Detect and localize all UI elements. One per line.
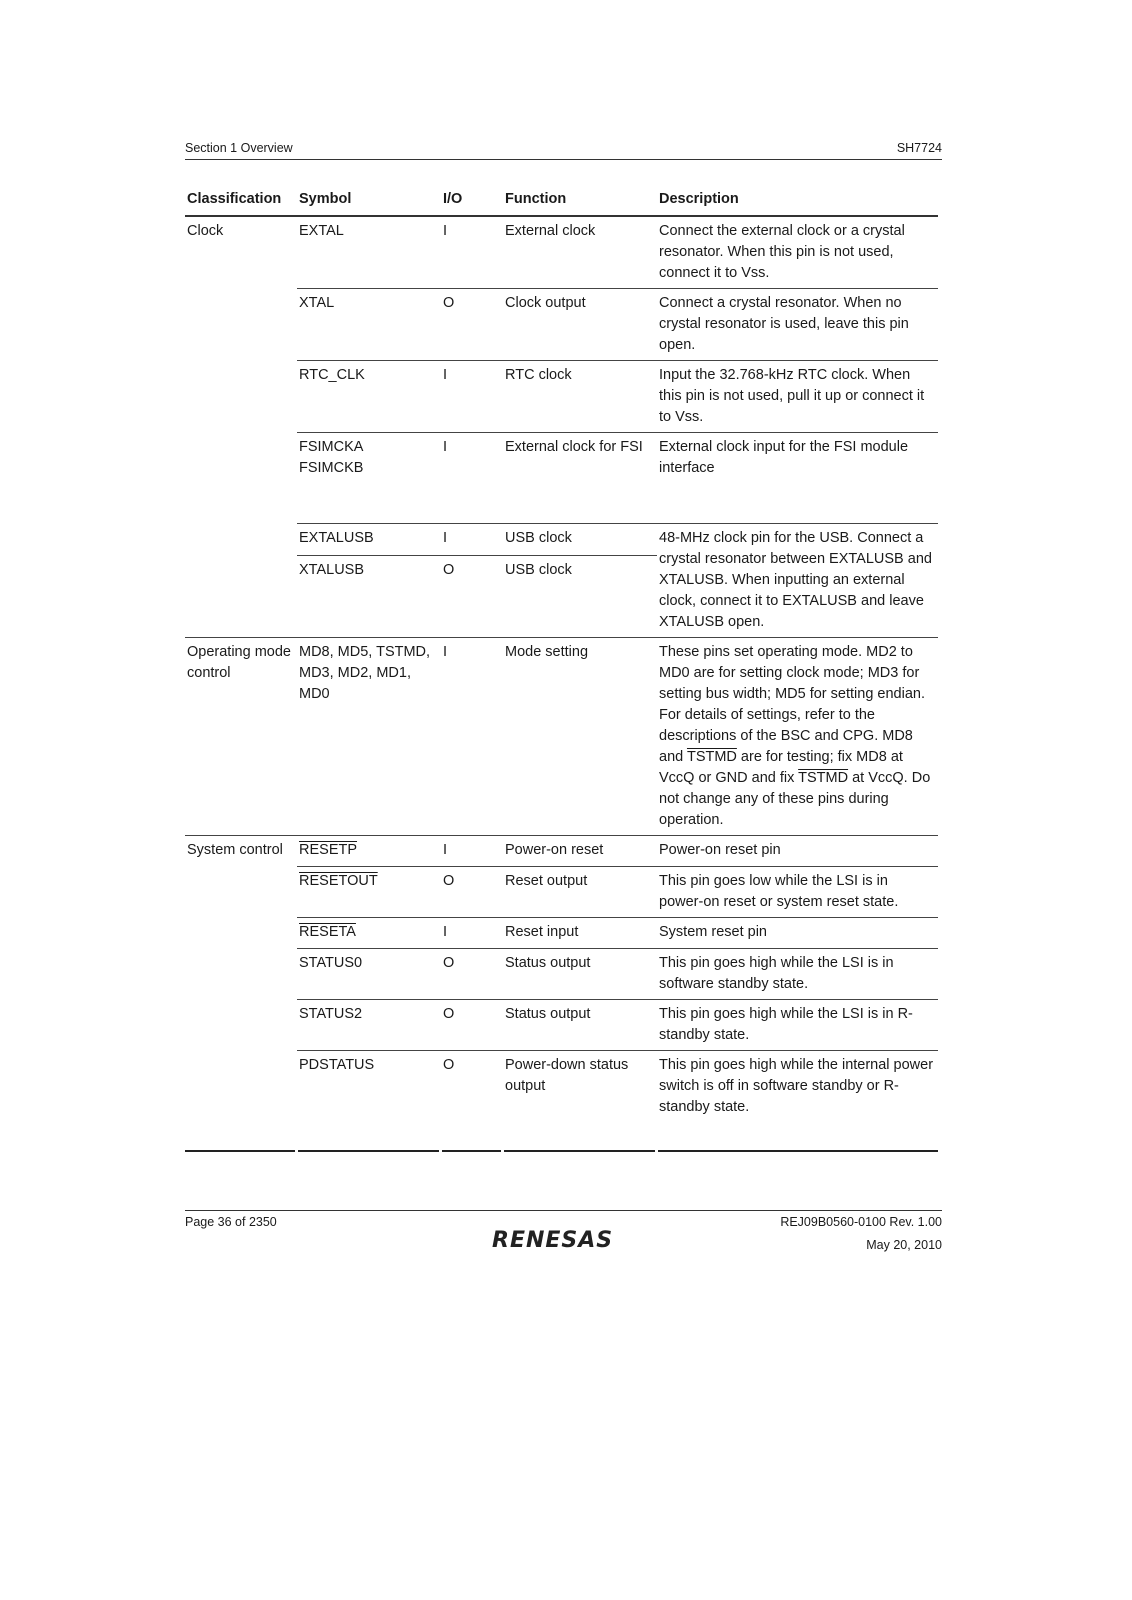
function-cell: Reset input: [503, 918, 657, 949]
table-row: [185, 867, 938, 918]
symbol-cell: XTAL: [297, 289, 441, 361]
page-number: Page 36 of 2350: [185, 1215, 277, 1229]
section-title: Section 1 Overview: [185, 141, 293, 155]
table-header-row: [185, 186, 938, 216]
symbol-cell: [297, 836, 441, 867]
table-row: [185, 433, 938, 524]
col-description: Description: [657, 186, 938, 216]
description-cell: This pin goes high while the internal power switch is off in software standby or R-standby state.: [659, 1057, 934, 1115]
function-cell: Status output: [503, 1000, 657, 1051]
description-cell: [657, 638, 938, 836]
overline-signal: TSTMD: [686, 749, 737, 765]
renesas-logo: RENESAS: [492, 1228, 614, 1253]
function-cell: Mode setting: [503, 638, 657, 836]
io-cell: I: [441, 638, 503, 836]
symbol-cell: XTALUSB: [297, 555, 441, 637]
symbol-cell: PDSTATUS: [299, 1057, 375, 1073]
product-name: SH7724: [896, 141, 942, 155]
io-cell: O: [441, 289, 503, 361]
io-cell: I: [441, 918, 503, 949]
pin-function-table: [185, 186, 938, 1141]
io-cell: I: [441, 836, 503, 867]
io-cell: O: [441, 949, 503, 1000]
io-cell: I: [441, 524, 503, 556]
io-cell: I: [441, 433, 503, 524]
table-row: [185, 289, 938, 361]
description-cell: Connect the external clock or a crystal resonator. When this pin is not used, connect it to Vss.: [657, 216, 938, 289]
function-cell: External clock for FSI: [503, 433, 657, 524]
table-row: [185, 918, 938, 949]
table-row: [185, 949, 938, 1000]
table-row: [185, 1051, 938, 1141]
table-row: [185, 216, 938, 289]
io-cell: I: [441, 216, 503, 289]
function-cell: Power-down status output: [505, 1057, 629, 1094]
io-cell: O: [443, 1057, 455, 1073]
col-classification: Classification: [185, 186, 297, 216]
overline-signal: RESETOUT: [299, 873, 378, 889]
symbol-line: FSIMCKA: [299, 439, 364, 455]
description-cell: Input the 32.768-kHz RTC clock. When this pin is not used, pull it up or connect it to Vss.: [657, 361, 938, 433]
description-cell: This pin goes high while the LSI is in R-standby state.: [657, 1000, 938, 1051]
function-cell: RTC clock: [503, 361, 657, 433]
classification-cell: Operating mode control: [185, 638, 297, 836]
table-row: [185, 836, 938, 867]
io-cell: O: [441, 1000, 503, 1051]
symbol-line: FSIMCKB: [299, 460, 364, 476]
symbol-cell: RTC_CLK: [297, 361, 441, 433]
col-symbol: Symbol: [297, 186, 441, 216]
symbol-cell: [297, 433, 441, 524]
description-text: These pins set operating mode. MD2 to MD0 are for setting clock mode; MD3 for setting bus width; MD5 for setting endian. For details of settings, refer to the descriptions of the BSC and CPG. MD8 and: [659, 644, 925, 765]
table-row: [185, 361, 938, 433]
description-cell: This pin goes high while the LSI is in software standby state.: [657, 949, 938, 1000]
description-cell: Connect a crystal resonator. When no crystal resonator is used, leave this pin open.: [657, 289, 938, 361]
page-header: [185, 139, 942, 160]
symbol-cell: EXTAL: [297, 216, 441, 289]
function-cell: Reset output: [503, 867, 657, 918]
table-row: [185, 638, 938, 836]
table-row: [185, 524, 938, 556]
function-cell: USB clock: [503, 524, 657, 556]
description-cell: 48-MHz clock pin for the USB. Connect a crystal resonator between EXTALUSB and XTALUSB. When inputting an external clock, connect it to EXTALUSB and leave XTALUSB open.: [657, 524, 938, 638]
overline-signal: RESETA: [299, 924, 356, 940]
description-cell: External clock input for the FSI module interface: [657, 433, 938, 524]
col-function: Function: [503, 186, 657, 216]
overline-signal: RESETP: [299, 842, 358, 858]
classification-cell: System control: [187, 842, 283, 858]
symbol-cell: STATUS0: [297, 949, 441, 1000]
symbol-cell: STATUS2: [297, 1000, 441, 1051]
col-io: I/O: [441, 186, 503, 216]
function-cell: Status output: [503, 949, 657, 1000]
function-cell: USB clock: [503, 555, 657, 637]
io-cell: O: [441, 867, 503, 918]
table-bottom-rule: [185, 1150, 938, 1152]
function-cell: Clock output: [503, 289, 657, 361]
symbol-cell: EXTALUSB: [297, 524, 441, 556]
symbol-cell: MD8, MD5, TSTMD, MD3, MD2, MD1, MD0: [297, 638, 441, 836]
symbol-cell: [297, 867, 441, 918]
symbol-cell: [297, 918, 441, 949]
io-cell: I: [441, 361, 503, 433]
description-text: at VccQ. Do not change any of these pins during operation.: [659, 770, 931, 828]
function-cell: External clock: [503, 216, 657, 289]
table-row: [185, 1000, 938, 1051]
doc-info: [780, 1215, 942, 1261]
function-cell: Power-on reset: [503, 836, 657, 867]
overline-signal: TSTMD: [798, 770, 849, 786]
description-text: are for testing; fix MD8 at VccQ or GND and fix: [659, 749, 903, 786]
doc-date: May 20, 2010: [866, 1238, 942, 1252]
description-cell: This pin goes low while the LSI is in power-on reset or system reset state.: [657, 867, 938, 918]
description-cell: Power-on reset pin: [657, 836, 938, 867]
doc-number: REJ09B0560-0100 Rev. 1.00: [780, 1215, 942, 1229]
io-cell: O: [441, 555, 503, 637]
description-cell: System reset pin: [657, 918, 938, 949]
classification-cell: Clock: [185, 216, 297, 638]
